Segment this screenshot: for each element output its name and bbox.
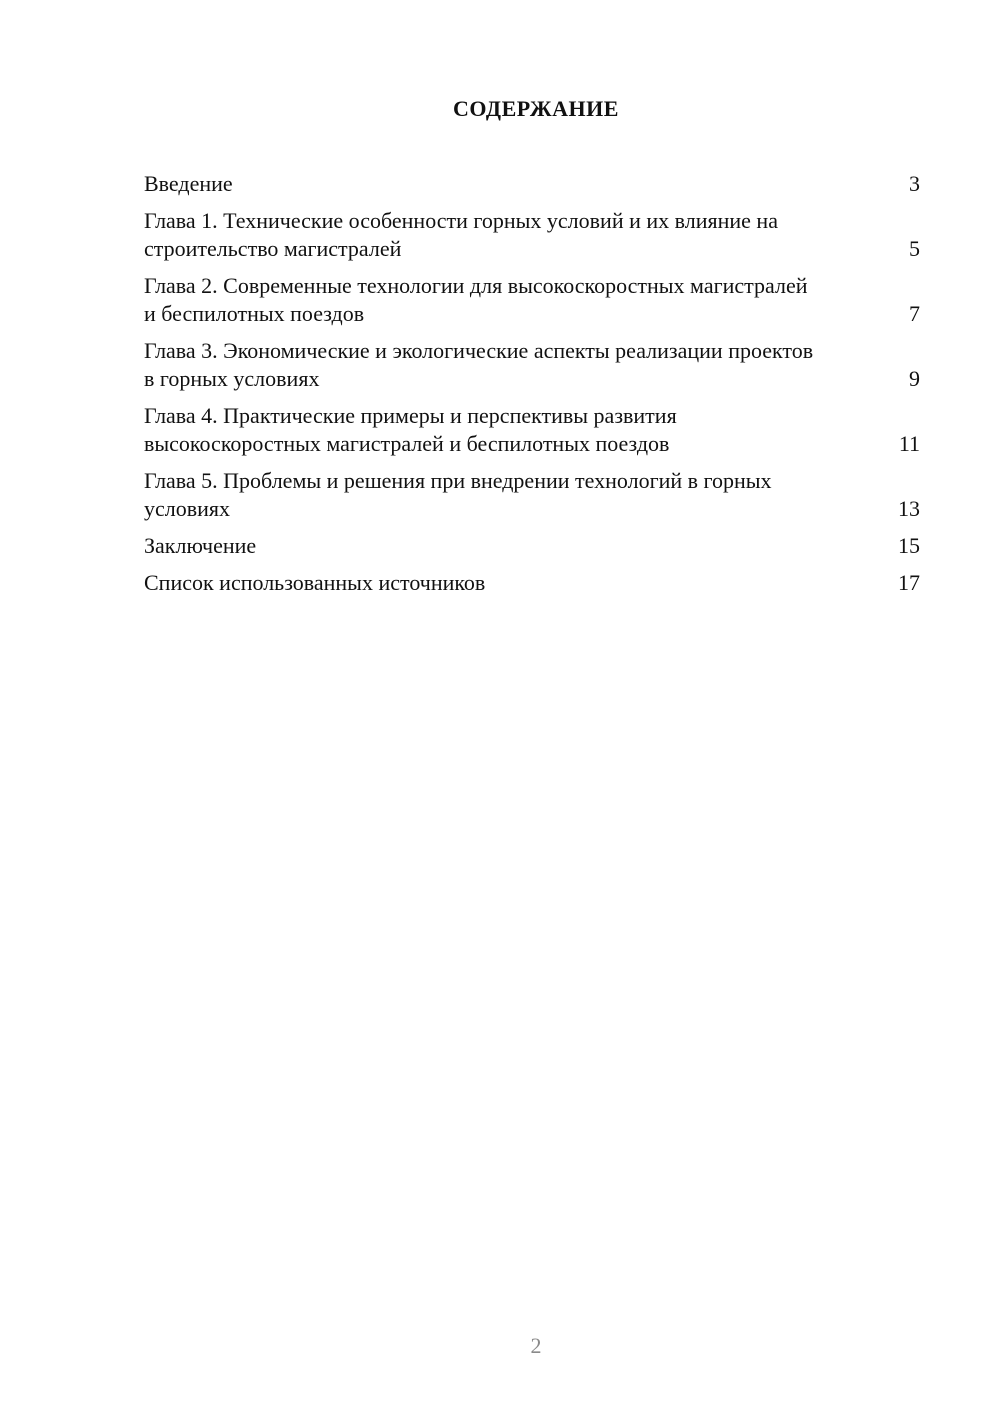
toc-item-page: 13 bbox=[898, 496, 920, 521]
toc-item-page: 7 bbox=[909, 301, 920, 326]
toc-item-text: Глава 1. Технические особенности горных условий и их влияние на строительство магистралей bbox=[144, 208, 778, 261]
toc-item-page: 15 bbox=[898, 533, 920, 558]
toc-item-page: 5 bbox=[909, 236, 920, 261]
toc-item-chapter-5 bbox=[144, 467, 920, 523]
toc-item-introduction bbox=[144, 170, 920, 198]
toc-item-text: Глава 2. Современные технологии для высокоскоростных магистралей и беспилотных поездов bbox=[144, 273, 808, 326]
toc-item-chapter-3 bbox=[144, 337, 920, 393]
toc-item-page: 9 bbox=[909, 366, 920, 391]
toc-item-page: 17 bbox=[898, 570, 920, 595]
toc-item-page: 11 bbox=[898, 431, 920, 456]
toc-item-page: 3 bbox=[909, 171, 920, 196]
page-title: СОДЕРЖАНИЕ bbox=[453, 96, 619, 121]
toc-item-chapter-2 bbox=[144, 272, 920, 328]
toc-item-references bbox=[144, 569, 920, 597]
toc-item-text: Глава 3. Экономические и экологические аспекты реализации проектов в горных условиях bbox=[144, 338, 814, 391]
page-number: 2 bbox=[530, 1333, 542, 1358]
toc-item-chapter-1 bbox=[144, 207, 920, 263]
toc-item-text: Заключение bbox=[144, 533, 257, 558]
toc-item-text: Глава 5. Проблемы и решения при внедрении технологий в горных условиях bbox=[144, 468, 772, 521]
table-of-contents bbox=[144, 170, 920, 606]
toc-item-text: Список использованных источников bbox=[144, 570, 486, 595]
toc-item-conclusion bbox=[144, 532, 920, 560]
toc-item-text: Введение bbox=[144, 171, 233, 196]
toc-item-chapter-4 bbox=[144, 402, 920, 458]
toc-item-text: Глава 4. Практические примеры и перспективы развития высокоскоростных магистралей и беспилотных поездов bbox=[144, 403, 677, 456]
